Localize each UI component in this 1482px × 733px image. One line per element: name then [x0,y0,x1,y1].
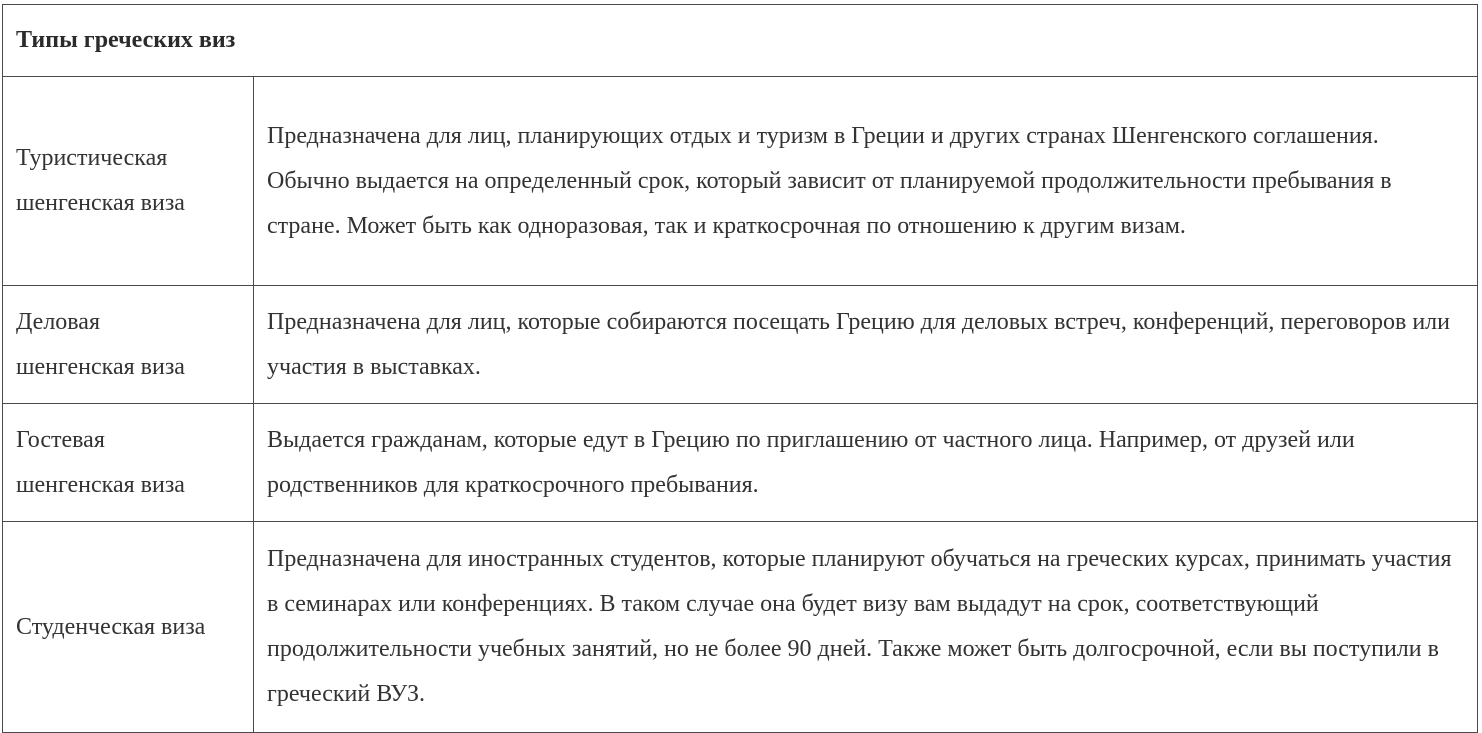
visa-type-cell [3,286,254,404]
table-row [3,286,1478,404]
table-header-row [3,5,1478,77]
visa-type-line: Студенческая виза [16,613,206,640]
visa-type-line: Туристическая [16,145,168,171]
table-row [3,522,1478,733]
visa-types-table [2,4,1478,733]
visa-type-cell [3,522,254,733]
visa-description-cell: Предназначена для иностранных студентов, которые планируют обучаться на греческих курсах, принимать участия в семинарах или конференциях. В таком случае она будет визу вам выдадут на срок, соответствующий продолжительности учебных занятий, но не более 90 дней. Также может быть долгосрочной, если вы поступили в греческий ВУЗ. [254,522,1478,733]
visa-type-line: шенгенская виза [16,471,185,498]
table-title: Типы греческих виз [3,5,1478,77]
visa-type-cell [3,404,254,522]
table-row [3,77,1478,286]
visa-type-line: шенгенская виза [16,190,185,216]
visa-description-cell: Выдается гражданам, которые едут в Грецию по приглашению от частного лица. Например, от друзей или родственников для краткосрочного пребывания. [254,404,1478,522]
visa-type-line: Гостевая [16,426,105,453]
table-row [3,404,1478,522]
visa-type-line: Деловая [16,308,100,335]
visa-type-cell [3,77,254,286]
visa-type-line: шенгенская виза [16,353,185,380]
visa-description-cell: Предназначена для лиц, которые собираются посещать Грецию для деловых встреч, конференций, переговоров или участия в выставках. [254,286,1478,404]
visa-description-cell: Предназначена для лиц, планирующих отдых и туризм в Греции и других странах Шенгенского соглашения. Обычно выдается на определенный срок, который зависит от планируемой продолжительности пребывания в стране. Может быть как одноразовая, так и краткосрочная по отношению к другим визам. [254,77,1478,286]
